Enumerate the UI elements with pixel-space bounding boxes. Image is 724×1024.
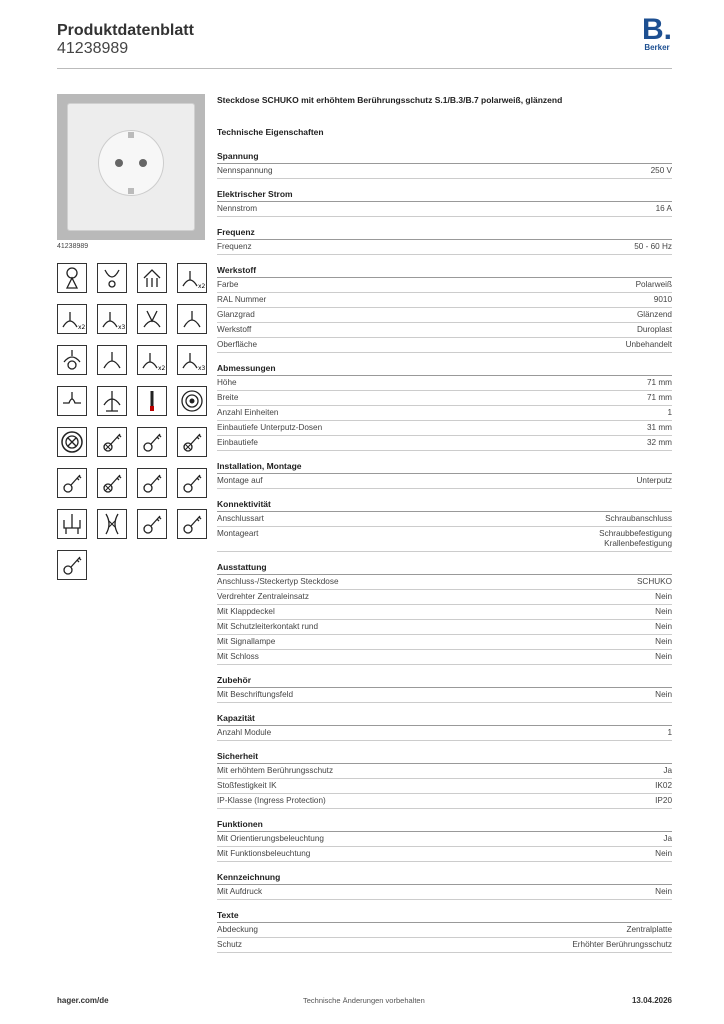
product-image [57, 94, 205, 240]
spec-value [655, 849, 672, 859]
spec-row [217, 620, 672, 635]
spec-row [217, 847, 672, 862]
svg-text:x3: x3 [118, 324, 126, 331]
spec-value-line: 71 mm [646, 378, 672, 387]
spec-section [217, 910, 672, 953]
spec-value-line: Nein [655, 622, 672, 631]
spec-value-line: IP20 [655, 796, 672, 805]
spec-label: Anzahl Einheiten [217, 408, 279, 417]
spec-value [605, 514, 672, 524]
section-title: Kapazität [217, 713, 672, 726]
spec-value [654, 295, 672, 305]
key-icon [177, 468, 207, 498]
spec-value-line: 71 mm [646, 393, 672, 402]
spec-label: Mit Aufdruck [217, 887, 263, 896]
header-divider [57, 68, 672, 69]
spec-value-line: Nein [655, 607, 672, 616]
spec-value [655, 622, 672, 632]
spec-value [663, 766, 672, 776]
section-title: Werkstoff [217, 265, 672, 278]
spec-row [217, 474, 672, 489]
spec-label: Oberfläche [217, 340, 258, 349]
spec-label: Stoßfestigkeit IK [217, 781, 277, 790]
spec-label: Breite [217, 393, 239, 402]
spec-section [217, 499, 672, 552]
section-title: Kennzeichnung [217, 872, 672, 885]
spec-section [217, 751, 672, 809]
spec-value-line: SCHUKO [636, 577, 672, 586]
svg-text:x2: x2 [158, 365, 166, 372]
spec-label: Glanzgrad [217, 310, 255, 319]
spec-label: Anschlussart [217, 514, 264, 523]
spec-value [637, 577, 672, 587]
socket-bar-icon [57, 386, 87, 416]
spec-value-line: Unterputz [636, 476, 672, 485]
logo-letter: B [641, 13, 664, 46]
spec-value [655, 690, 672, 700]
document-title: Produktdatenblatt [57, 22, 194, 39]
spec-section [217, 675, 672, 703]
spec-row [217, 323, 672, 338]
spec-value-line: Duroplast [636, 325, 672, 334]
spec-label: Einbautiefe Unterputz-Dosen [217, 423, 323, 432]
product-image-caption: 41238989 [57, 243, 89, 250]
section-title: Sicherheit [217, 751, 672, 764]
spec-value-line: Zentralplatte [626, 925, 672, 934]
socket-x3-icon [177, 345, 207, 375]
spec-label: Abdeckung [217, 925, 258, 934]
spec-row [217, 575, 672, 590]
key-icon [137, 468, 167, 498]
footer-date: 13.04.2026 [631, 996, 672, 1005]
spec-section [217, 713, 672, 741]
spec-value-line: Nein [655, 637, 672, 646]
spec-label: Mit erhöhtem Berührungsschutz [217, 766, 334, 775]
spec-value [636, 280, 672, 290]
spec-value-line: IK02 [655, 781, 672, 790]
spec-value [647, 438, 672, 448]
spec-value [667, 408, 672, 418]
spec-row [217, 938, 672, 953]
spec-label: Montageart [217, 529, 259, 538]
spec-row [217, 308, 672, 323]
section-title: Konnektivität [217, 499, 672, 512]
spec-label: Werkstoff [217, 325, 252, 334]
cross-connector-icon [97, 509, 127, 539]
circle-x-icon [57, 427, 87, 457]
spec-section [217, 189, 672, 217]
spec-section [217, 363, 672, 451]
spec-value-line: Nein [655, 690, 672, 699]
section-title: Spannung [217, 151, 672, 164]
spec-row [217, 527, 672, 552]
spec-label: IP-Klasse (Ingress Protection) [217, 796, 326, 805]
spec-value-line: 1 [667, 408, 672, 417]
spec-value [655, 637, 672, 647]
spec-row [217, 688, 672, 703]
spec-row [217, 779, 672, 794]
spec-value-line: 16 A [655, 204, 672, 213]
socket-angled-icon [137, 304, 167, 334]
section-title: Zubehör [217, 675, 672, 688]
spec-row [217, 391, 672, 406]
spec-value [663, 834, 672, 844]
spec-value-line: Nein [655, 652, 672, 661]
product-title: Steckdose SCHUKO mit erhöhtem Berührungsschutz S.1/B.3/B.7 polarweiß, glänzend [217, 95, 563, 105]
spec-value-line: Nein [655, 887, 672, 896]
spec-value [626, 340, 672, 350]
spec-row [217, 338, 672, 353]
spec-row [217, 293, 672, 308]
spec-value-line: Ja [663, 766, 672, 775]
specs-heading: Technische Eigenschaften [217, 127, 324, 137]
spec-row [217, 923, 672, 938]
spec-row [217, 635, 672, 650]
section-title: Ausstattung [217, 562, 672, 575]
spec-section [217, 872, 672, 900]
spec-section [217, 562, 672, 665]
document-number: 41238989 [57, 40, 129, 57]
key-icon [137, 509, 167, 539]
key-icon [57, 550, 87, 580]
spec-label: Anschluss-/Steckertyp Steckdose [217, 577, 339, 586]
spec-row [217, 650, 672, 665]
svg-text:x2: x2 [198, 283, 206, 290]
socket-x3-icon [97, 304, 127, 334]
spec-row [217, 164, 672, 179]
spec-value-line: Schraubanschluss [605, 514, 672, 523]
spec-value [655, 592, 672, 602]
spec-row [217, 436, 672, 451]
socket-ground-icon [97, 386, 127, 416]
berker-logo: B. Berker [641, 13, 672, 52]
spec-label: Verdrehter Zentraleinsatz [217, 592, 309, 601]
spec-label: Mit Schutzleiterkontakt rund [217, 622, 319, 631]
spec-value-line: Krallenbefestigung [604, 539, 672, 548]
section-title: Installation, Montage [217, 461, 672, 474]
spec-value [655, 652, 672, 662]
spec-row [217, 202, 672, 217]
spec-row [217, 406, 672, 421]
key-x-icon [97, 468, 127, 498]
socket-x2-icon [57, 304, 87, 334]
spec-value [647, 423, 672, 433]
svg-text:x2: x2 [78, 324, 86, 331]
spec-label: Montage auf [217, 476, 263, 485]
socket-x2-icon [177, 263, 207, 293]
spec-value-line: Glänzend [636, 310, 672, 319]
spec-label: Einbautiefe [217, 438, 258, 447]
spec-row [217, 512, 672, 527]
footer-website: hager.com/de [57, 996, 109, 1005]
spec-sections [217, 151, 672, 953]
logo-brand: Berker [644, 43, 670, 52]
key-icon [177, 509, 207, 539]
spec-section [217, 151, 672, 179]
spec-label: RAL Nummer [217, 295, 267, 304]
spec-value [667, 728, 672, 738]
page-header [57, 22, 194, 58]
spec-row [217, 764, 672, 779]
spec-label: Mit Orientierungsbeleuchtung [217, 834, 324, 843]
spec-label: Anzahl Module [217, 728, 272, 737]
spec-label: Mit Signallampe [217, 637, 276, 646]
spec-section [217, 461, 672, 489]
spec-value [655, 887, 672, 897]
spec-row [217, 726, 672, 741]
key-icon [57, 468, 87, 498]
spec-label: Nennstrom [217, 204, 258, 213]
spec-value [655, 796, 672, 806]
key-x-icon [177, 427, 207, 457]
specs-panel [217, 95, 672, 963]
socket-connector-icon [97, 263, 127, 293]
section-title: Funktionen [217, 819, 672, 832]
spec-value-line: Unbehandelt [625, 340, 672, 349]
spec-row [217, 590, 672, 605]
spec-row [217, 240, 672, 255]
socket-icon [97, 345, 127, 375]
spec-label: Farbe [217, 280, 239, 289]
spec-value-line: 1 [667, 728, 672, 737]
spec-value [572, 940, 672, 950]
spec-value [637, 476, 673, 486]
spec-value-line: Nein [655, 849, 672, 858]
spec-row [217, 885, 672, 900]
spec-value [637, 310, 672, 320]
spec-value-line: Nein [655, 592, 672, 601]
concentric-circle-icon [177, 386, 207, 416]
spec-row [217, 421, 672, 436]
spec-value [637, 325, 672, 335]
section-title: Elektrischer Strom [217, 189, 672, 202]
spec-value-line: 32 mm [646, 438, 672, 447]
spec-label: Schutz [217, 940, 243, 949]
spec-label: Nennspannung [217, 166, 273, 175]
spec-row [217, 278, 672, 293]
house-icon [137, 263, 167, 293]
spec-value-line: 50 - 60 Hz [634, 242, 672, 251]
spec-value [651, 166, 672, 176]
pin-icon [137, 386, 167, 416]
spec-value [626, 925, 672, 935]
spec-value [655, 781, 672, 791]
key-icon [137, 427, 167, 457]
spec-row [217, 794, 672, 809]
footer-disclaimer: Technische Änderungen vorbehalten [303, 996, 425, 1005]
socket-x2-icon [137, 345, 167, 375]
spec-value-line: Polarweiß [635, 280, 672, 289]
key-x-icon [97, 427, 127, 457]
svg-text:x3: x3 [198, 365, 206, 372]
spec-value [647, 393, 672, 403]
spec-value-line: 9010 [653, 295, 672, 304]
spec-row [217, 832, 672, 847]
socket-lamp-icon [57, 345, 87, 375]
spec-value [599, 529, 672, 549]
spec-value [634, 242, 672, 252]
spec-value [656, 204, 672, 214]
spec-value-line: 250 V [650, 166, 672, 175]
spec-value-line: Ja [663, 834, 672, 843]
section-title: Frequenz [217, 227, 672, 240]
spec-value-line: Erhöhter Berührungsschutz [572, 940, 672, 949]
plug-icon [57, 509, 87, 539]
spec-section [217, 265, 672, 353]
spec-label: Mit Klappdeckel [217, 607, 275, 616]
spec-section [217, 227, 672, 255]
spec-label: Mit Schloss [217, 652, 259, 661]
spec-label: Mit Beschriftungsfeld [217, 690, 293, 699]
installation-icon [57, 263, 87, 293]
spec-row [217, 376, 672, 391]
spec-label: Frequenz [217, 242, 252, 251]
section-title: Abmessungen [217, 363, 672, 376]
section-title: Texte [217, 910, 672, 923]
spec-value [647, 378, 672, 388]
spec-row [217, 605, 672, 620]
spec-value-line: Schraubbefestigung [599, 529, 672, 538]
socket-icon [177, 304, 207, 334]
spec-value [655, 607, 672, 617]
spec-label: Höhe [217, 378, 237, 387]
spec-section [217, 819, 672, 862]
spec-value-line: 31 mm [646, 423, 672, 432]
spec-label: Mit Funktionsbeleuchtung [217, 849, 311, 858]
